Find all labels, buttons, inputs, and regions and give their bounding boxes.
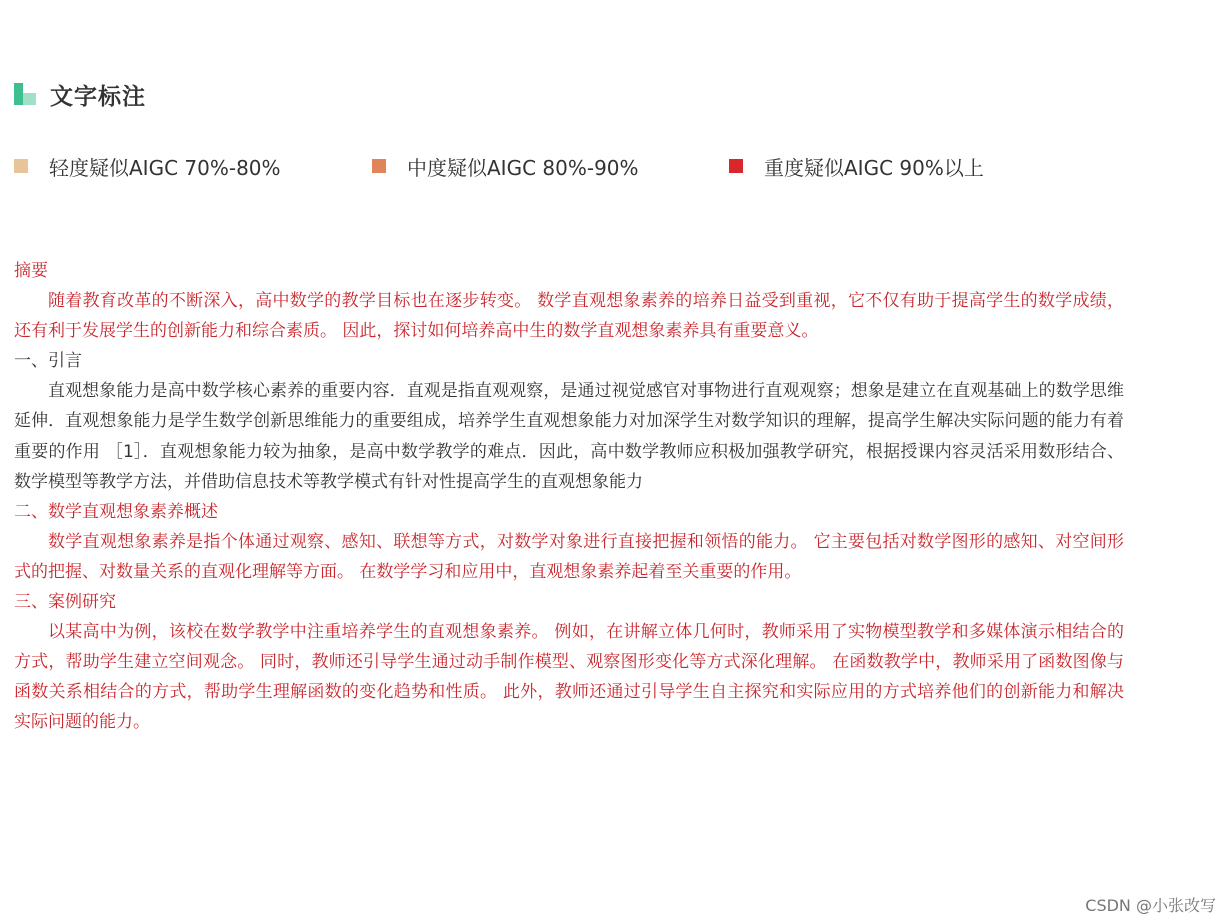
section-header	[14, 78, 146, 110]
legend-swatch-heavy	[729, 159, 743, 173]
legend-swatch-light	[14, 159, 28, 173]
abstract-heading: 摘要	[14, 261, 48, 281]
section3-heading: 三、案例研究	[14, 592, 116, 613]
legend-label-medium: 中度疑似AIGC 80%-90%	[407, 155, 639, 180]
watermark: CSDN @小张改写	[1085, 896, 1216, 915]
legend-label-light: 轻度疑似AIGC 70%-80%	[49, 155, 281, 180]
legend-item-heavy	[729, 152, 984, 180]
legend-item-light	[14, 152, 281, 180]
section1-heading: 一、引言	[14, 351, 82, 372]
bookmark-icon	[14, 83, 36, 105]
section2-body: 数学直观想象素养是指个体通过观察、感知、联想等方式，对数学对象进行直接把握和领悟的能力。 它主要包括对数学图形的感知、对空间形式的把握、对数量关系的直观化理解等方面。 在数学学习和应用中，直观想象素养起着至关重要的作用。	[14, 531, 1124, 582]
abstract-body: 随着教育改革的不断深入，高中数学的教学目标也在逐步转变。 数学直观想象素养的培养日益受到重视，它不仅有助于提高学生的数学成绩，还有利于发展学生的创新能力和综合素质。 因此，探讨如何培养高中生的数学直观想象素养具有重要意义。	[14, 291, 1124, 342]
legend-swatch-medium	[372, 159, 386, 173]
document-body	[14, 256, 1124, 738]
section1-body: 直观想象能力是高中数学核心素养的重要内容．直观是指直观观察，是通过视觉感官对事物进行直观观察；想象是建立在直观基础上的数学思维延伸．直观想象能力是学生数学创新思维能力的重要组成，培养学生直观想象能力对加深学生对数学知识的理解，提高学生解决实际问题的能力有着重要的作用 ［1］．直观想象能力较为抽象，是高中数学教学的难点．因此，高中数学教师应积极加强教学研究，根据授课内容灵活采用数形结合、数学模型等教学方法，并借助信息技术等教学模式有针对性提高学生的直观想象能力	[14, 381, 1124, 492]
legend	[0, 152, 1230, 180]
section2-heading: 二、数学直观想象素养概述	[14, 501, 218, 522]
legend-item-medium	[372, 152, 639, 180]
legend-label-heavy: 重度疑似AIGC 90%以上	[764, 155, 984, 180]
page-title: 文字标注	[50, 83, 146, 110]
section3-body: 以某高中为例，该校在数学教学中注重培养学生的直观想象素养。 例如，在讲解立体几何时，教师采用了实物模型教学和多媒体演示相结合的方式，帮助学生建立空间观念。 同时，教师还引导学生通过动手制作模型、观察图形变化等方式深化理解。 在函数教学中，教师采用了函数图像与函数关系相结合的方式，帮助学生理解函数的变化趋势和性质。 此外，教师还通过引导学生自主探究和实际应用的方式培养他们的创新能力和解决实际问题的能力。	[14, 622, 1124, 733]
